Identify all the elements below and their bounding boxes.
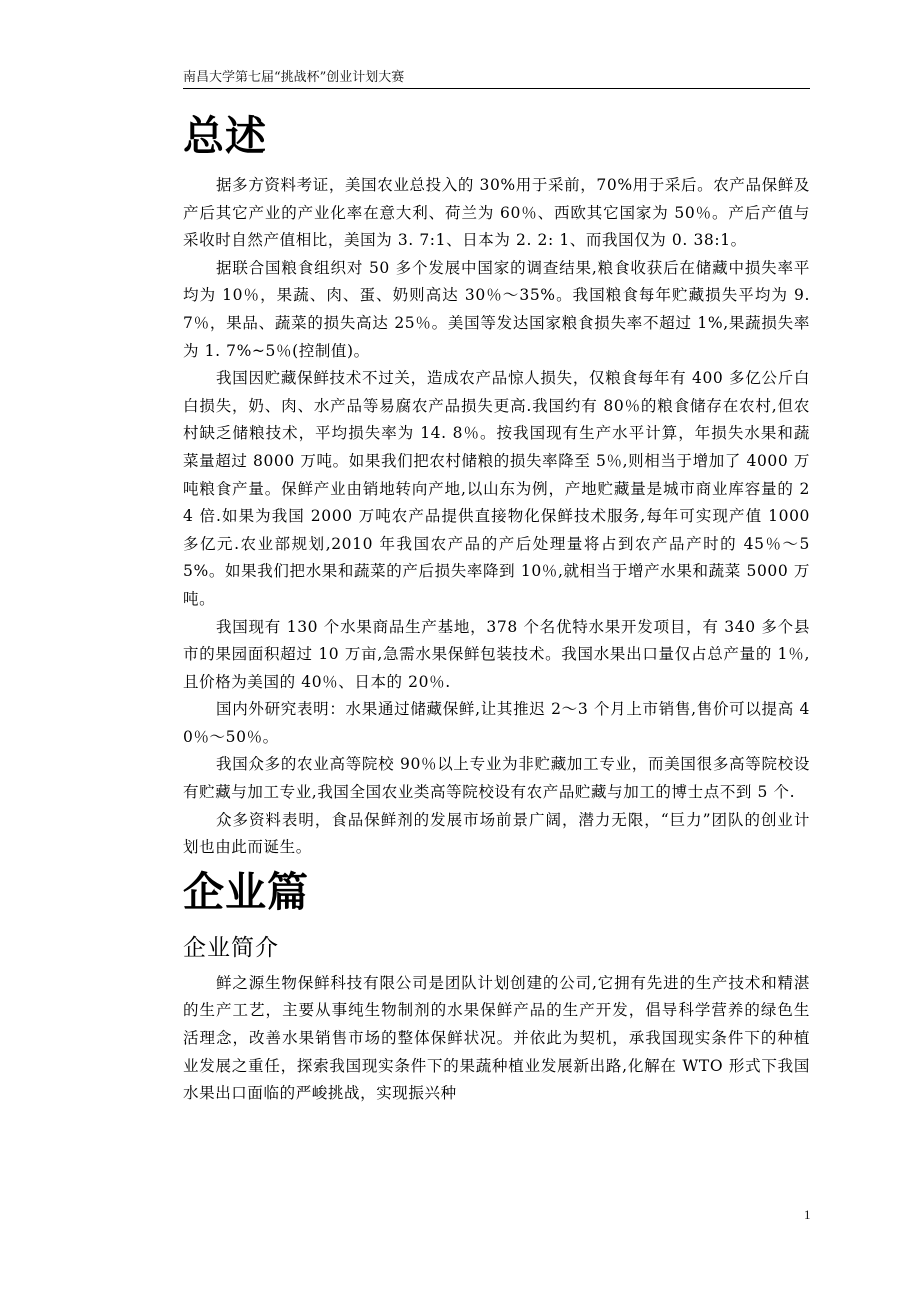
paragraph: 我国因贮藏保鲜技术不过关，造成农产品惊人损失，仅粮食每年有 400 多亿公斤白白损失，奶、肉、水产品等易腐农产品损失更高.我国约有 80％的粮食储存在农村,但农村缺乏储粮技术，平均损失率为 14. 8％。按我国现有生产水平计算，年损失水果和蔬菜量超过 8000 万吨。如果我们把农村储粮的损失率降至 5％,则相当于增加了 4000 万吨粮食产量。保鲜产业由销地转向产地,以山东为例，产地贮藏量是城市商业库容量的 24 倍.如果为我国 2000 万吨农产品提供直接物化保鲜技术服务,每年可实现产值 1000 多亿元.农业部规划,2010 年我国农产品的产后处理量将占到农产品产时的 45％～55%。如果我们把水果和蔬菜的产后损失率降到 10％,就相当于增产水果和蔬菜 5000 万吨。 xyxy=(183,369,810,608)
running-header: 南昌大学第七届“挑战杯”创业计划大赛 xyxy=(183,70,810,89)
paragraph: 众多资料表明，食品保鲜剂的发展市场前景广阔，潜力无限，“巨力”团队的创业计划也由此而诞生。 xyxy=(183,810,810,857)
paragraph: 据联合国粮食组织对 50 多个发展中国家的调查结果,粮食收获后在储藏中损失率平均为 10％，果蔬、肉、蛋、奶则高达 30％～35%。我国粮食每年贮藏损失平均为 9. 7％，果品、蔬菜的损失高达 25％。美国等发达国家粮食损失率不超过 1%,果蔬损失率为 1. 7%~5％(控制值)。 xyxy=(183,258,810,360)
paragraph: 国内外研究表明：水果通过储藏保鲜,让其推迟 2～3 个月上市销售,售价可以提高 40％～50％。 xyxy=(183,700,810,746)
section-title-enterprise: 企业篇 xyxy=(183,867,309,916)
section-title-overview: 总述 xyxy=(183,112,267,160)
subsection-title-company-profile: 企业简介 xyxy=(183,934,279,961)
paragraph: 据多方资料考证，美国农业总投入的 30%用于采前，70%用于采后。农产品保鲜及产后其它产业的产业化率在意大利、荷兰为 60％、西欧其它国家为 50％。产后产值与采收时自然产值相比，美国为 3. 7:1、日本为 2. 2: 1、而我国仅为 0. 38:1。 xyxy=(183,176,810,250)
body-text xyxy=(183,108,810,1108)
paragraph: 我国众多的农业高等院校 90％以上专业为非贮藏加工专业，而美国很多高等院校设有贮藏与加工专业,我国全国农业类高等院校设有农产品贮藏与加工的博士点不到 5 个. xyxy=(183,755,810,802)
paragraph: 我国现有 130 个水果商品生产基地，378 个名优特水果开发项目，有 340 多个县市的果园面积超过 10 万亩,急需水果保鲜包装技术。我国水果出口量仅占总产量的 1％,且价格为美国的 40％、日本的 20％. xyxy=(183,617,810,691)
page-number: 1 xyxy=(804,1207,811,1222)
paragraph: 鲜之源生物保鲜科技有限公司是团队计划创建的公司,它拥有先进的生产技术和精湛的生产工艺，主要从事纯生物制剂的水果保鲜产品的生产开发，倡导科学营养的绿色生活理念，改善水果销售市场的整体保鲜状况。并依此为契机，承我国现实条件下的种植业发展之重任，探索我国现实条件下的果蔬种植业发展新出路,化解在 WTO 形式下我国水果出口面临的严峻挑战，实现振兴种 xyxy=(183,973,810,1103)
